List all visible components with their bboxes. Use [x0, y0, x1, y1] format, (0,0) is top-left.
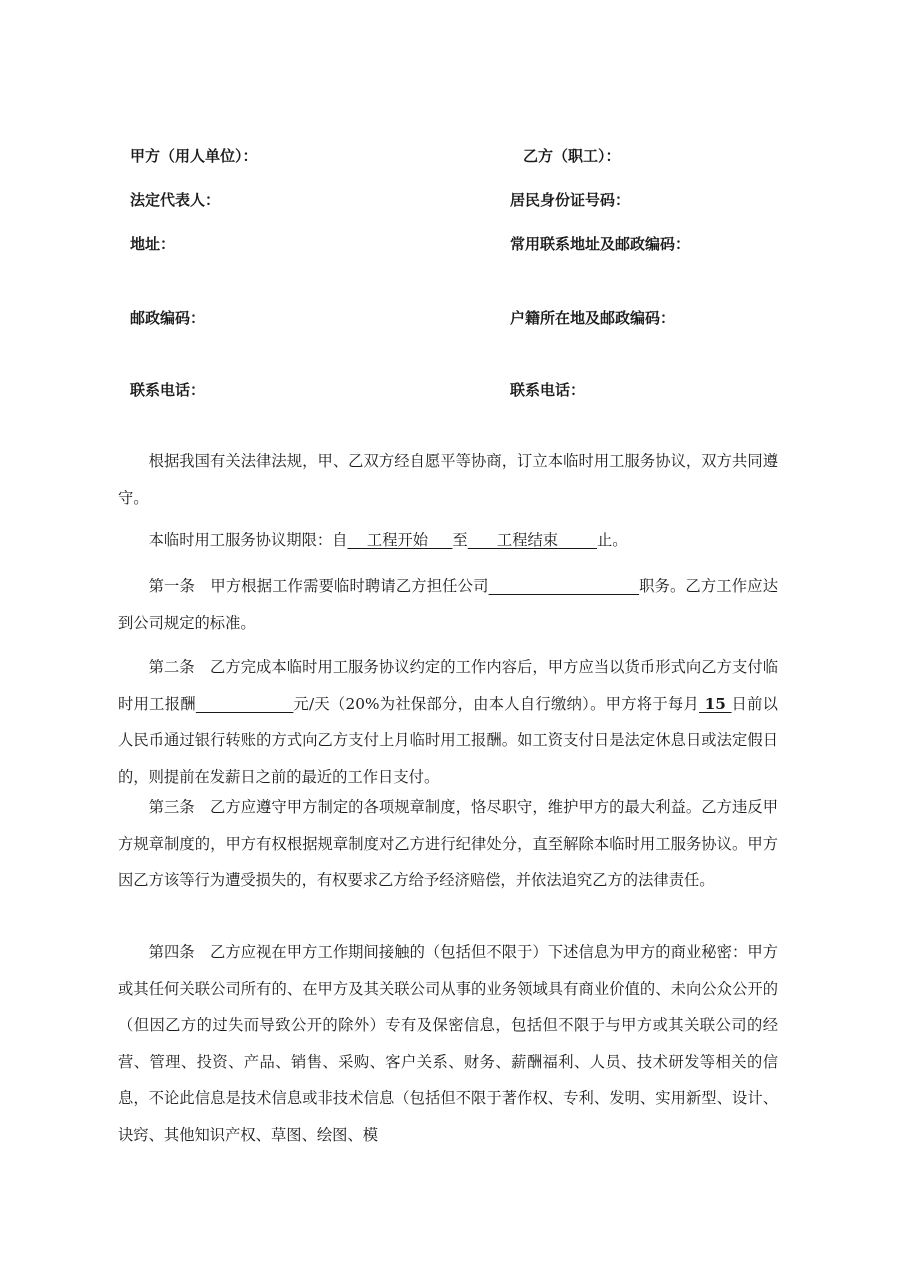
party-a-label: 甲方（用人单位）：	[130, 147, 258, 165]
postcode-label: 邮政编码：	[130, 309, 206, 327]
term-suffix: 止。	[597, 531, 628, 549]
term-prefix: 本临时用工服务协议期限：自	[148, 531, 348, 549]
wage-blank	[196, 695, 294, 713]
id-number-label: 居民身份证号码：	[510, 191, 631, 209]
article-2-text-a: 第二条 乙方完成本临时用工服务协议约定的工作内容后，甲方应当以货币形式向乙方支付临时用工报酬	[118, 658, 778, 713]
intro-paragraph: 根据我国有关法律法规，甲、乙双方经自愿平等协商，订立本临时用工服务协议，双方共同遵守。	[118, 452, 778, 507]
article-4: 第四条 乙方应视在甲方工作期间接触的（包括但不限于）下述信息为甲方的商业秘密：甲方或其任何关联公司所有的、在甲方及其关联公司从事的业务领域具有商业价值的、未向公众公开的（但因乙方的过失而导致公开的除外）专有及保密信息，包括但不限于与甲方或其关联公司的经营、管理、投资、产品、销售、采购、客户关系、财务、薪酬福利、人员、技术研发等相关的信息，不论此信息是技术信息或非技术信息（包括但不限于著作权、专利、发明、实用新型、设计、诀窍、其他知识产权、草图、绘图、模	[118, 943, 778, 1144]
term-start-blank: 工程开始	[347, 531, 453, 549]
term-end-blank: 工程结束	[467, 531, 597, 549]
article-1-text-a: 第一条 甲方根据工作需要临时聘请乙方担任公司	[148, 577, 489, 595]
position-blank	[489, 577, 640, 595]
term-mid: 至	[452, 531, 468, 549]
address-label: 地址：	[130, 235, 176, 253]
contact-address-label: 常用联系地址及邮政编码：	[510, 235, 691, 253]
household-label: 户籍所在地及邮政编码：	[510, 309, 676, 327]
phone-b-label: 联系电话：	[510, 381, 586, 399]
article-2	[118, 649, 778, 795]
phone-a-label: 联系电话：	[130, 381, 206, 399]
party-b-label: 乙方（职工）：	[523, 147, 621, 165]
legal-rep-label: 法定代表人：	[130, 191, 221, 209]
article-1	[118, 568, 778, 641]
article-2-text-b: 元/天（20%为社保部分，由本人自行缴纳）。甲方将于每月	[293, 694, 700, 713]
pay-day: 15	[699, 694, 732, 713]
article-3: 第三条 乙方应遵守甲方制定的各项规章制度，恪尽职守，维护甲方的最大利益。乙方违反甲方规章制度的，甲方有权根据规章制度对乙方进行纪律处分，直至解除本临时用工服务协议。甲方因乙方该等行为遭受损失的，有权要求乙方给予经济赔偿，并依法追究乙方的法律责任。	[118, 798, 778, 889]
term-paragraph	[118, 522, 778, 559]
article-2-text-c: 日前以人民币通过银行转账的方式向乙方支付上月临时用工报酬。如工资支付日是法定休息日或法定假日的，则提前在发薪日之前的最近的工作日支付。	[118, 694, 778, 786]
article-1-text-b: 职务。乙方工作应达到公司规定的标准。	[118, 577, 778, 632]
